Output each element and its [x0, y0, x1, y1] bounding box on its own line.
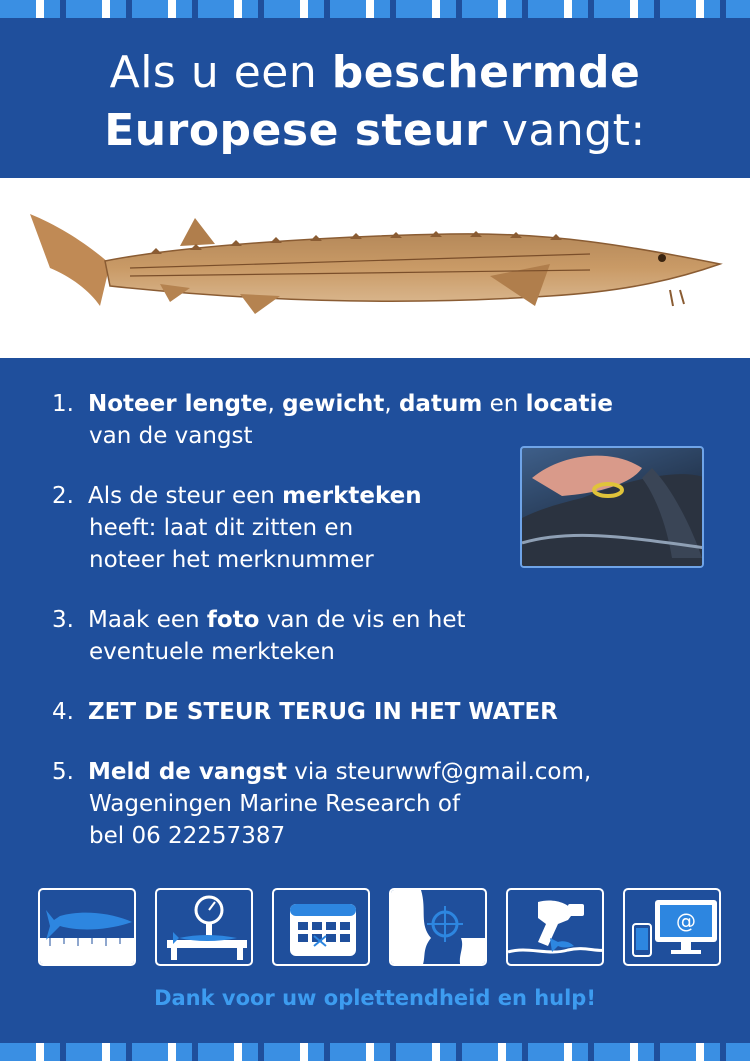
computer-email-icon: [623, 888, 721, 966]
tag-photo: [520, 446, 704, 568]
step-5: 5. Meld de vangst via steurwwf@gmail.com, Wageningen Marine Research of bel 06 22257387: [52, 759, 592, 849]
scale-weight-icon: [155, 888, 253, 966]
sturgeon-measure-icon: [38, 888, 136, 966]
step-1: 1. Noteer lengte, gewicht, datum en locatie van de vangst: [52, 391, 613, 449]
step-2: 2. Als de steur een merkteken heeft: laat dit zitten en noteer het merknummer: [52, 483, 422, 573]
camera-hand-icon: [506, 888, 604, 966]
top-stripe-bar: [0, 0, 750, 18]
step-4: 4. ZET DE STEUR TERUG IN HET WATER: [52, 699, 558, 725]
step-3: 3. Maak een foto van de vis en het eventuele merkteken: [52, 607, 466, 665]
calendar-icon: [272, 888, 370, 966]
page-title: Als u een beschermde Europese steur vangt:: [104, 47, 646, 156]
sturgeon-illustration-band: [0, 178, 750, 358]
bottom-stripe-bar: [0, 1043, 750, 1061]
sturgeon-illustration: [30, 206, 730, 336]
location-crosshair-icon: [389, 888, 487, 966]
icon-row: [38, 888, 720, 968]
svg-text:@: @: [676, 909, 696, 933]
thank-you-footer: Dank voor uw oplettendheid en hulp!: [154, 986, 596, 1010]
